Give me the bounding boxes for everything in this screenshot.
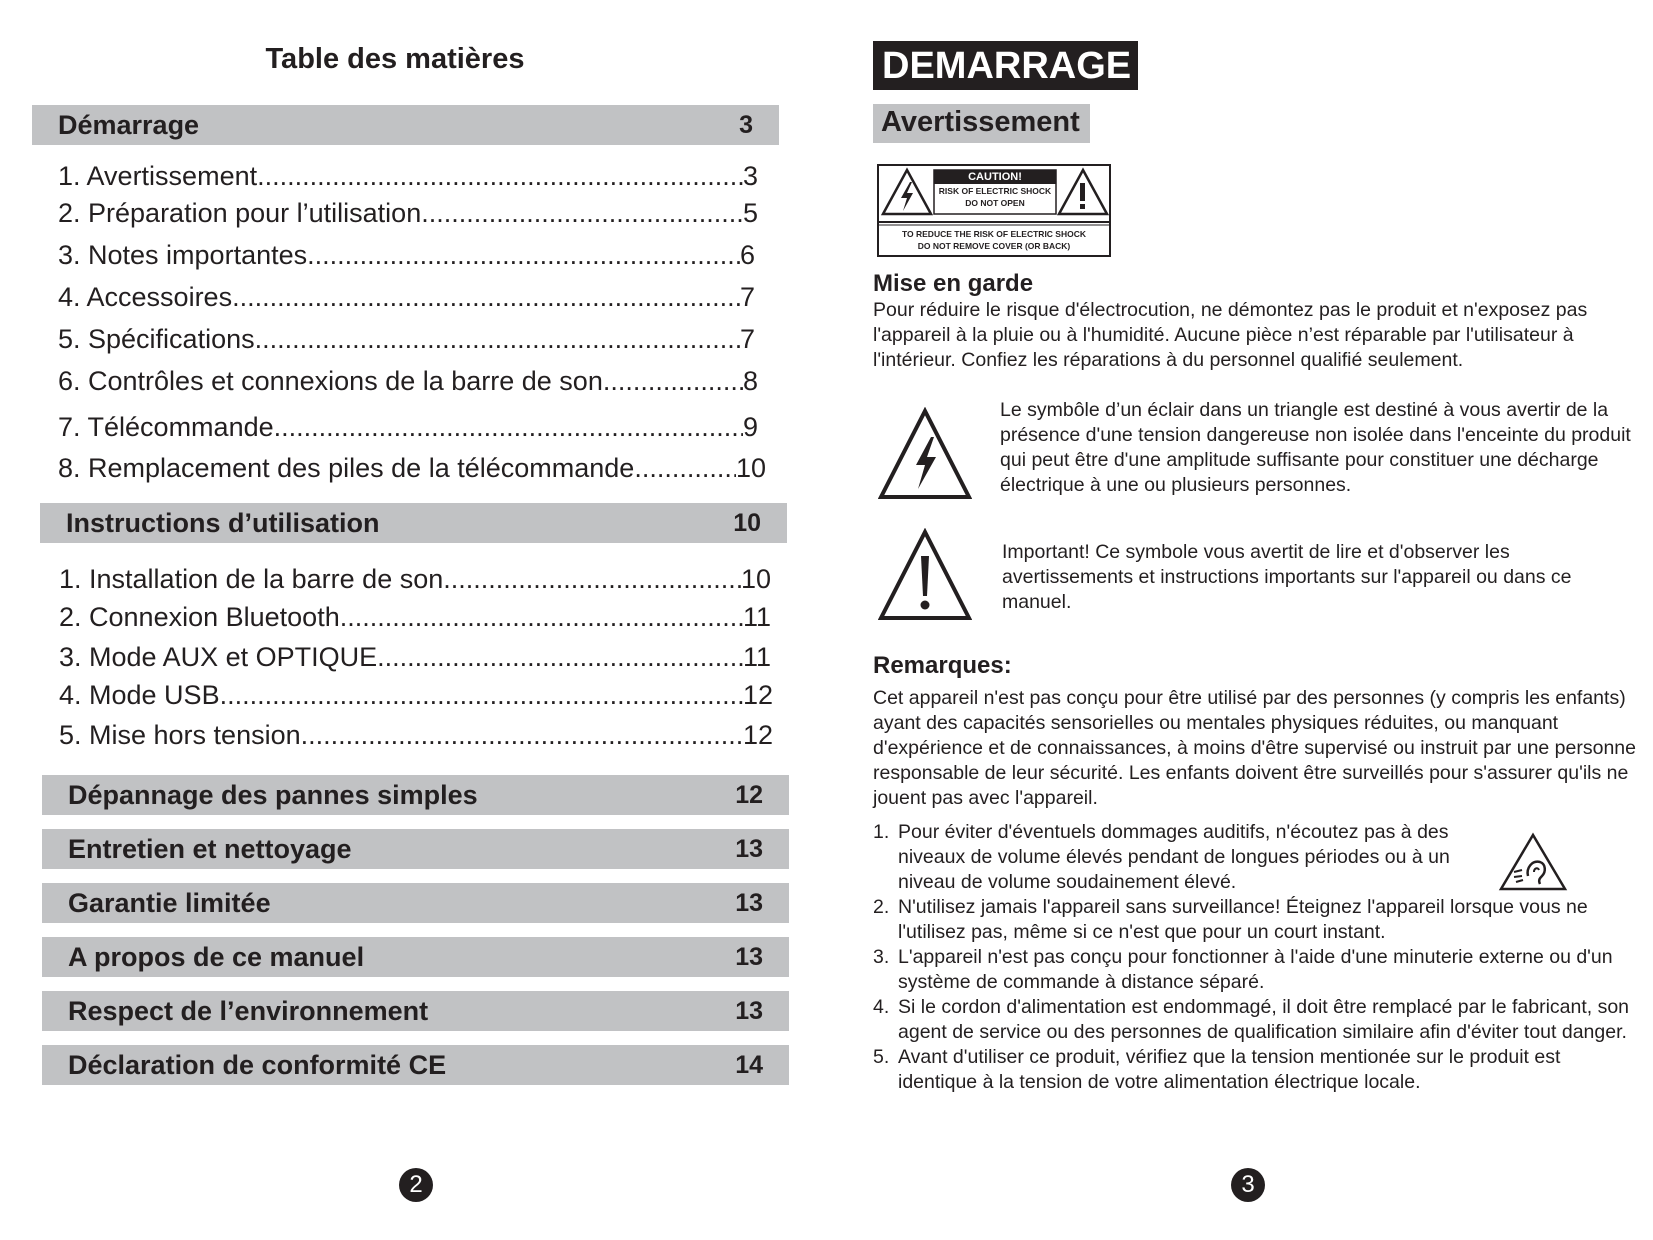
- section-label: Dépannage des pannes simples: [68, 779, 478, 810]
- toc-item[interactable]: 5. Spécifications ..... 7: [58, 324, 755, 355]
- toc-section-environnement[interactable]: [42, 991, 789, 1031]
- section-page: 3: [739, 110, 753, 139]
- list-item: 3. L'appareil n'est pas conçu pour fonctionner à l'aide d'une minuterie externe ou d'un système de commande à distance séparé.: [873, 946, 1613, 993]
- section-page: 13: [735, 942, 763, 971]
- toc-item[interactable]: 7. Télécommande ..... 9: [58, 412, 758, 443]
- caution-bottom2: DO NOT REMOVE COVER (OR BACK): [917, 241, 1071, 251]
- caution-bottom1: TO REDUCE THE RISK OF ELECTRIC SHOCK: [901, 229, 1087, 239]
- section-label: A propos de ce manuel: [68, 941, 365, 972]
- section-label: Entretien et nettoyage: [68, 833, 352, 864]
- lightning-text: Le symbôle d’un éclair dans un triangle est destiné à vous avertir de la présence d'une tension dangereuse non isolée dans l'enceinte du produit qui peut être d'une amplitude suffisante pour constituer une décharge électrique à une ou plusieurs personnes.: [1000, 399, 1631, 496]
- mise-en-garde-text: Pour réduire le risque d'électrocution, ne démontez pas le produit et n'exposez pas l'appareil à la pluie ou à l'humidité. Aucune pièce n’est réparable par l'utilisateur à l'intérieur. Confiez les réparations à du personnel qualifié seulement.: [873, 299, 1588, 371]
- section-label: Respect de l’environnement: [68, 995, 429, 1026]
- list-item: 2. N'utilisez jamais l'appareil sans surveillance! Éteignez l'appareil lorsque vous ne l'utilisez pas, même si ce n'est que pour un court instant.: [873, 896, 1588, 943]
- section-page: 13: [735, 888, 763, 917]
- toc-item[interactable]: 1. Installation de la barre de son ..... 10: [59, 564, 771, 595]
- section-label: Déclaration de conformité CE: [68, 1049, 447, 1080]
- page-number-right: 3: [1231, 1168, 1265, 1202]
- lightning-warning-icon: [878, 407, 972, 501]
- list-item: 1. Pour éviter d'éventuels dommages auditifs, n'écoutez pas à des niveaux de volume élevés pendant de longues périodes ou à un niveau de volume soudainement élevé.: [873, 821, 1450, 893]
- toc-section-declaration[interactable]: [42, 1045, 789, 1085]
- toc-section-instructions[interactable]: [40, 503, 787, 543]
- toc-item[interactable]: 4. Mode USB ..... 12: [59, 680, 773, 711]
- toc-item[interactable]: 1. Avertissement ..... 3: [58, 161, 758, 192]
- caution-label: [877, 164, 1111, 257]
- toc-section-garantie[interactable]: [42, 883, 789, 923]
- notes-list: [873, 820, 1633, 1095]
- page-heading: DEMARRAGE: [873, 41, 1138, 90]
- remarques-text: Cet appareil n'est pas conçu pour être utilisé par des personnes (y compris les enfants) ayant des capacités sensorielles ou mentales physiques réduites, ou manquant d'expérience et de connaissances, à moins d'être supervisé ou instruit par une personne responsable de leur sécurité. Les enfants doivent être surveillés pour s'assurer qu'ils ne jouent pas avec l'appareil.: [873, 687, 1636, 809]
- exclamation-text: Important! Ce symbole vous avertit de lire et d'observer les avertissements et instructions importants sur l'appareil ou dans ce manuel.: [1002, 541, 1572, 613]
- toc-item[interactable]: 3. Mode AUX et OPTIQUE ..... 11: [59, 642, 771, 673]
- section-label: Garantie limitée: [68, 887, 271, 918]
- toc-item[interactable]: 3. Notes importantes ..... 6: [58, 240, 755, 271]
- exclamation-warning-icon: [878, 528, 972, 622]
- section-page: 10: [733, 508, 761, 537]
- section-page: 13: [735, 996, 763, 1025]
- toc-item[interactable]: 5. Mise hors tension ..... 12: [59, 720, 773, 751]
- caution-title: CAUTION!: [968, 171, 1022, 183]
- list-item: 5. Avant d'utiliser ce produit, vérifiez que la tension mentionée sur le produit est identique à la tension de votre alimentation électrique locale.: [873, 1046, 1561, 1093]
- section-page: 14: [735, 1050, 763, 1079]
- remarques-title: Remarques:: [873, 652, 1012, 679]
- page-number-left: 2: [399, 1168, 433, 1202]
- section-label: Instructions d’utilisation: [66, 507, 380, 538]
- toc-section-demarrage[interactable]: [32, 105, 779, 145]
- section-label: Démarrage: [58, 109, 200, 140]
- toc-item[interactable]: 4. Accessoires ..... 7: [58, 282, 755, 313]
- mise-en-garde-title: Mise en garde: [873, 270, 1034, 297]
- section-page: 13: [735, 834, 763, 863]
- toc-item[interactable]: 2. Connexion Bluetooth ..... 11: [59, 602, 771, 633]
- toc-item[interactable]: 8. Remplacement des piles de la télécommande ..... 10: [58, 453, 766, 484]
- toc-section-depannage[interactable]: [42, 775, 789, 815]
- toc-item[interactable]: 6. Contrôles et connexions de la barre de son ..... 8: [58, 366, 758, 397]
- toc-title: Table des matières: [265, 43, 525, 75]
- section-page: 12: [735, 780, 763, 809]
- caution-line2: DO NOT OPEN: [965, 198, 1025, 208]
- toc-section-a-propos[interactable]: [42, 937, 789, 977]
- list-item: 4. Si le cordon d'alimentation est endommagé, il doit être remplacé par le fabricant, son agent de service ou des personnes de qualification similaire afin d'éviter tout danger.: [873, 996, 1630, 1043]
- toc-section-entretien[interactable]: [42, 829, 789, 869]
- section-heading: Avertissement: [873, 104, 1090, 143]
- toc-item[interactable]: 2. Préparation pour l’utilisation ..... 5: [58, 198, 758, 229]
- caution-line1: RISK OF ELECTRIC SHOCK: [938, 186, 1052, 196]
